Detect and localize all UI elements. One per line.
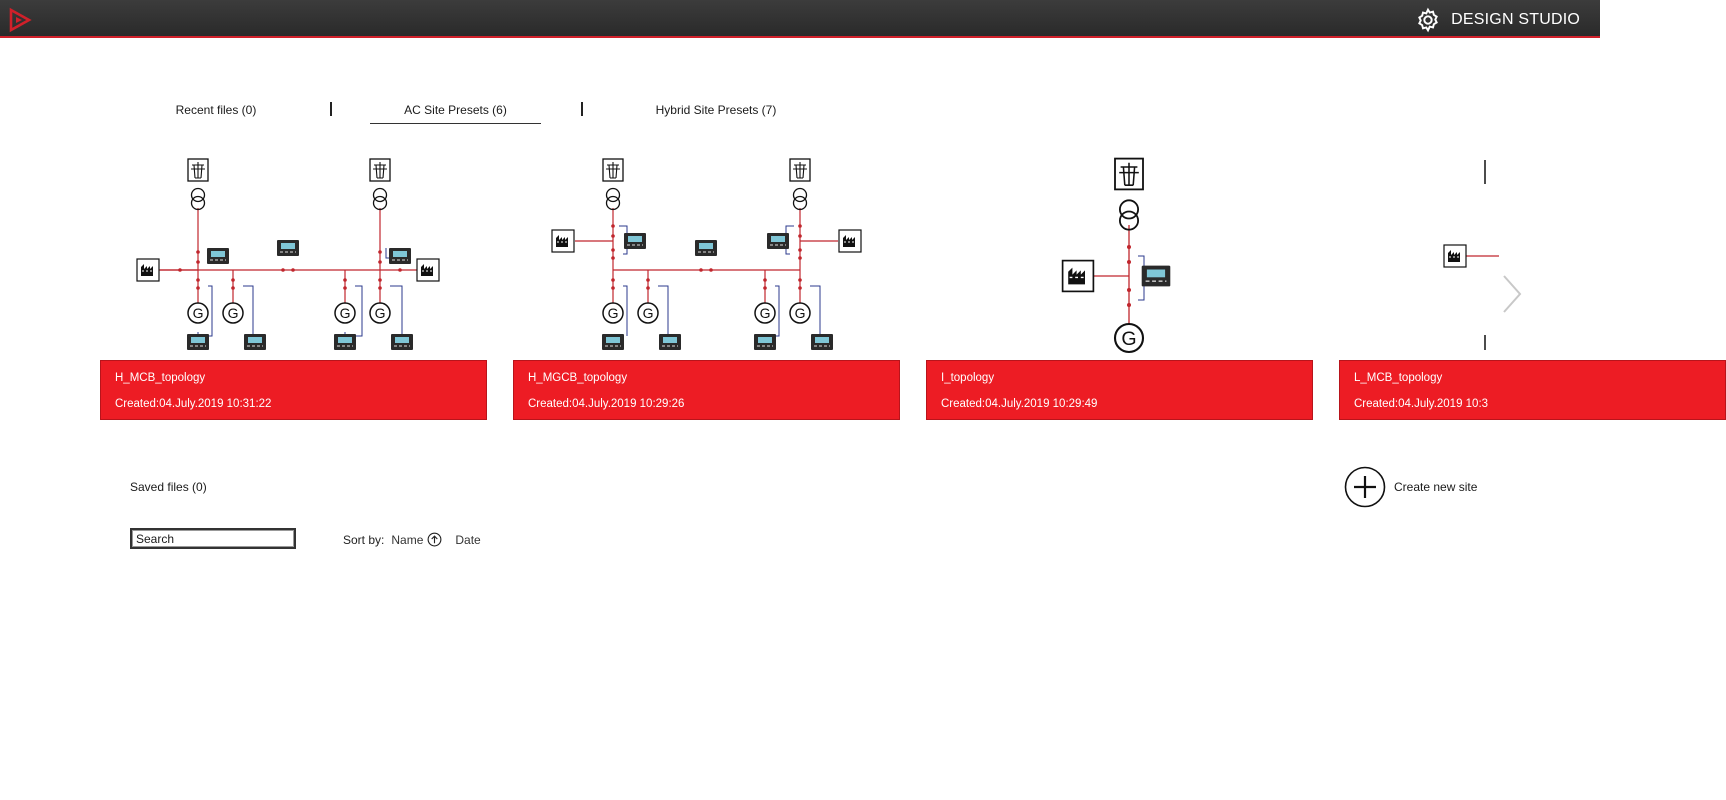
topbar-right	[1415, 7, 1580, 33]
top-bar	[0, 0, 1600, 38]
sort-arrow-icon[interactable]	[427, 532, 442, 547]
sort-option-name[interactable]: Name	[391, 532, 424, 547]
preset-card-info	[1339, 360, 1726, 420]
preset-name: H_MGCB_topology	[528, 372, 628, 384]
plus-icon[interactable]	[1344, 466, 1386, 508]
sort-by-label: Sort by:	[343, 532, 385, 547]
tab-hybrid-site-presets[interactable]: Hybrid Site Presets (7)	[655, 103, 777, 117]
topology-diagram	[1339, 150, 1726, 360]
tab-separator	[581, 102, 583, 116]
preset-created: Created:04.July.2019 10:29:26	[528, 398, 685, 410]
preset-created: Created:04.July.2019 10:29:49	[941, 398, 1098, 410]
preset-card[interactable]	[926, 150, 1313, 420]
tab-recent-files[interactable]: Recent files (0)	[175, 103, 257, 117]
topology-diagram: G	[100, 150, 487, 360]
search-input[interactable]	[130, 528, 296, 549]
preset-tabs	[0, 100, 1600, 126]
topology-diagram	[926, 150, 1313, 360]
tab-ac-site-presets[interactable]: AC Site Presets (6)	[370, 100, 541, 124]
preset-card-info	[926, 360, 1313, 420]
preset-card[interactable]	[513, 150, 900, 420]
preset-card[interactable]	[94, 142, 487, 420]
preset-carousel	[94, 142, 1489, 425]
preset-name: L_MCB_topology	[1354, 372, 1443, 384]
preset-created: Created:04.July.2019 10:3	[1354, 398, 1489, 410]
preset-name: I_topology	[941, 372, 995, 384]
logo-icon[interactable]	[8, 8, 32, 32]
topology-diagram	[513, 150, 900, 360]
gear-icon[interactable]	[1415, 7, 1441, 33]
create-new-site-label: Create new site	[1394, 480, 1478, 494]
sort-option-date[interactable]: Date	[455, 532, 481, 547]
preset-created: Created:04.July.2019 10:31:22	[115, 398, 272, 410]
chevron-right-icon[interactable]	[1498, 272, 1526, 316]
saved-files-label: Saved files (0)	[130, 480, 207, 494]
preset-name: H_MCB_topology	[115, 372, 206, 384]
preset-card-info	[513, 360, 900, 420]
sort-by-control	[343, 532, 481, 547]
preset-card-info	[100, 360, 487, 420]
create-new-site-button[interactable]	[1344, 466, 1477, 508]
tab-separator	[330, 102, 332, 116]
preset-card[interactable]	[1339, 150, 1726, 420]
app-title: DESIGN STUDIO	[1451, 11, 1580, 28]
